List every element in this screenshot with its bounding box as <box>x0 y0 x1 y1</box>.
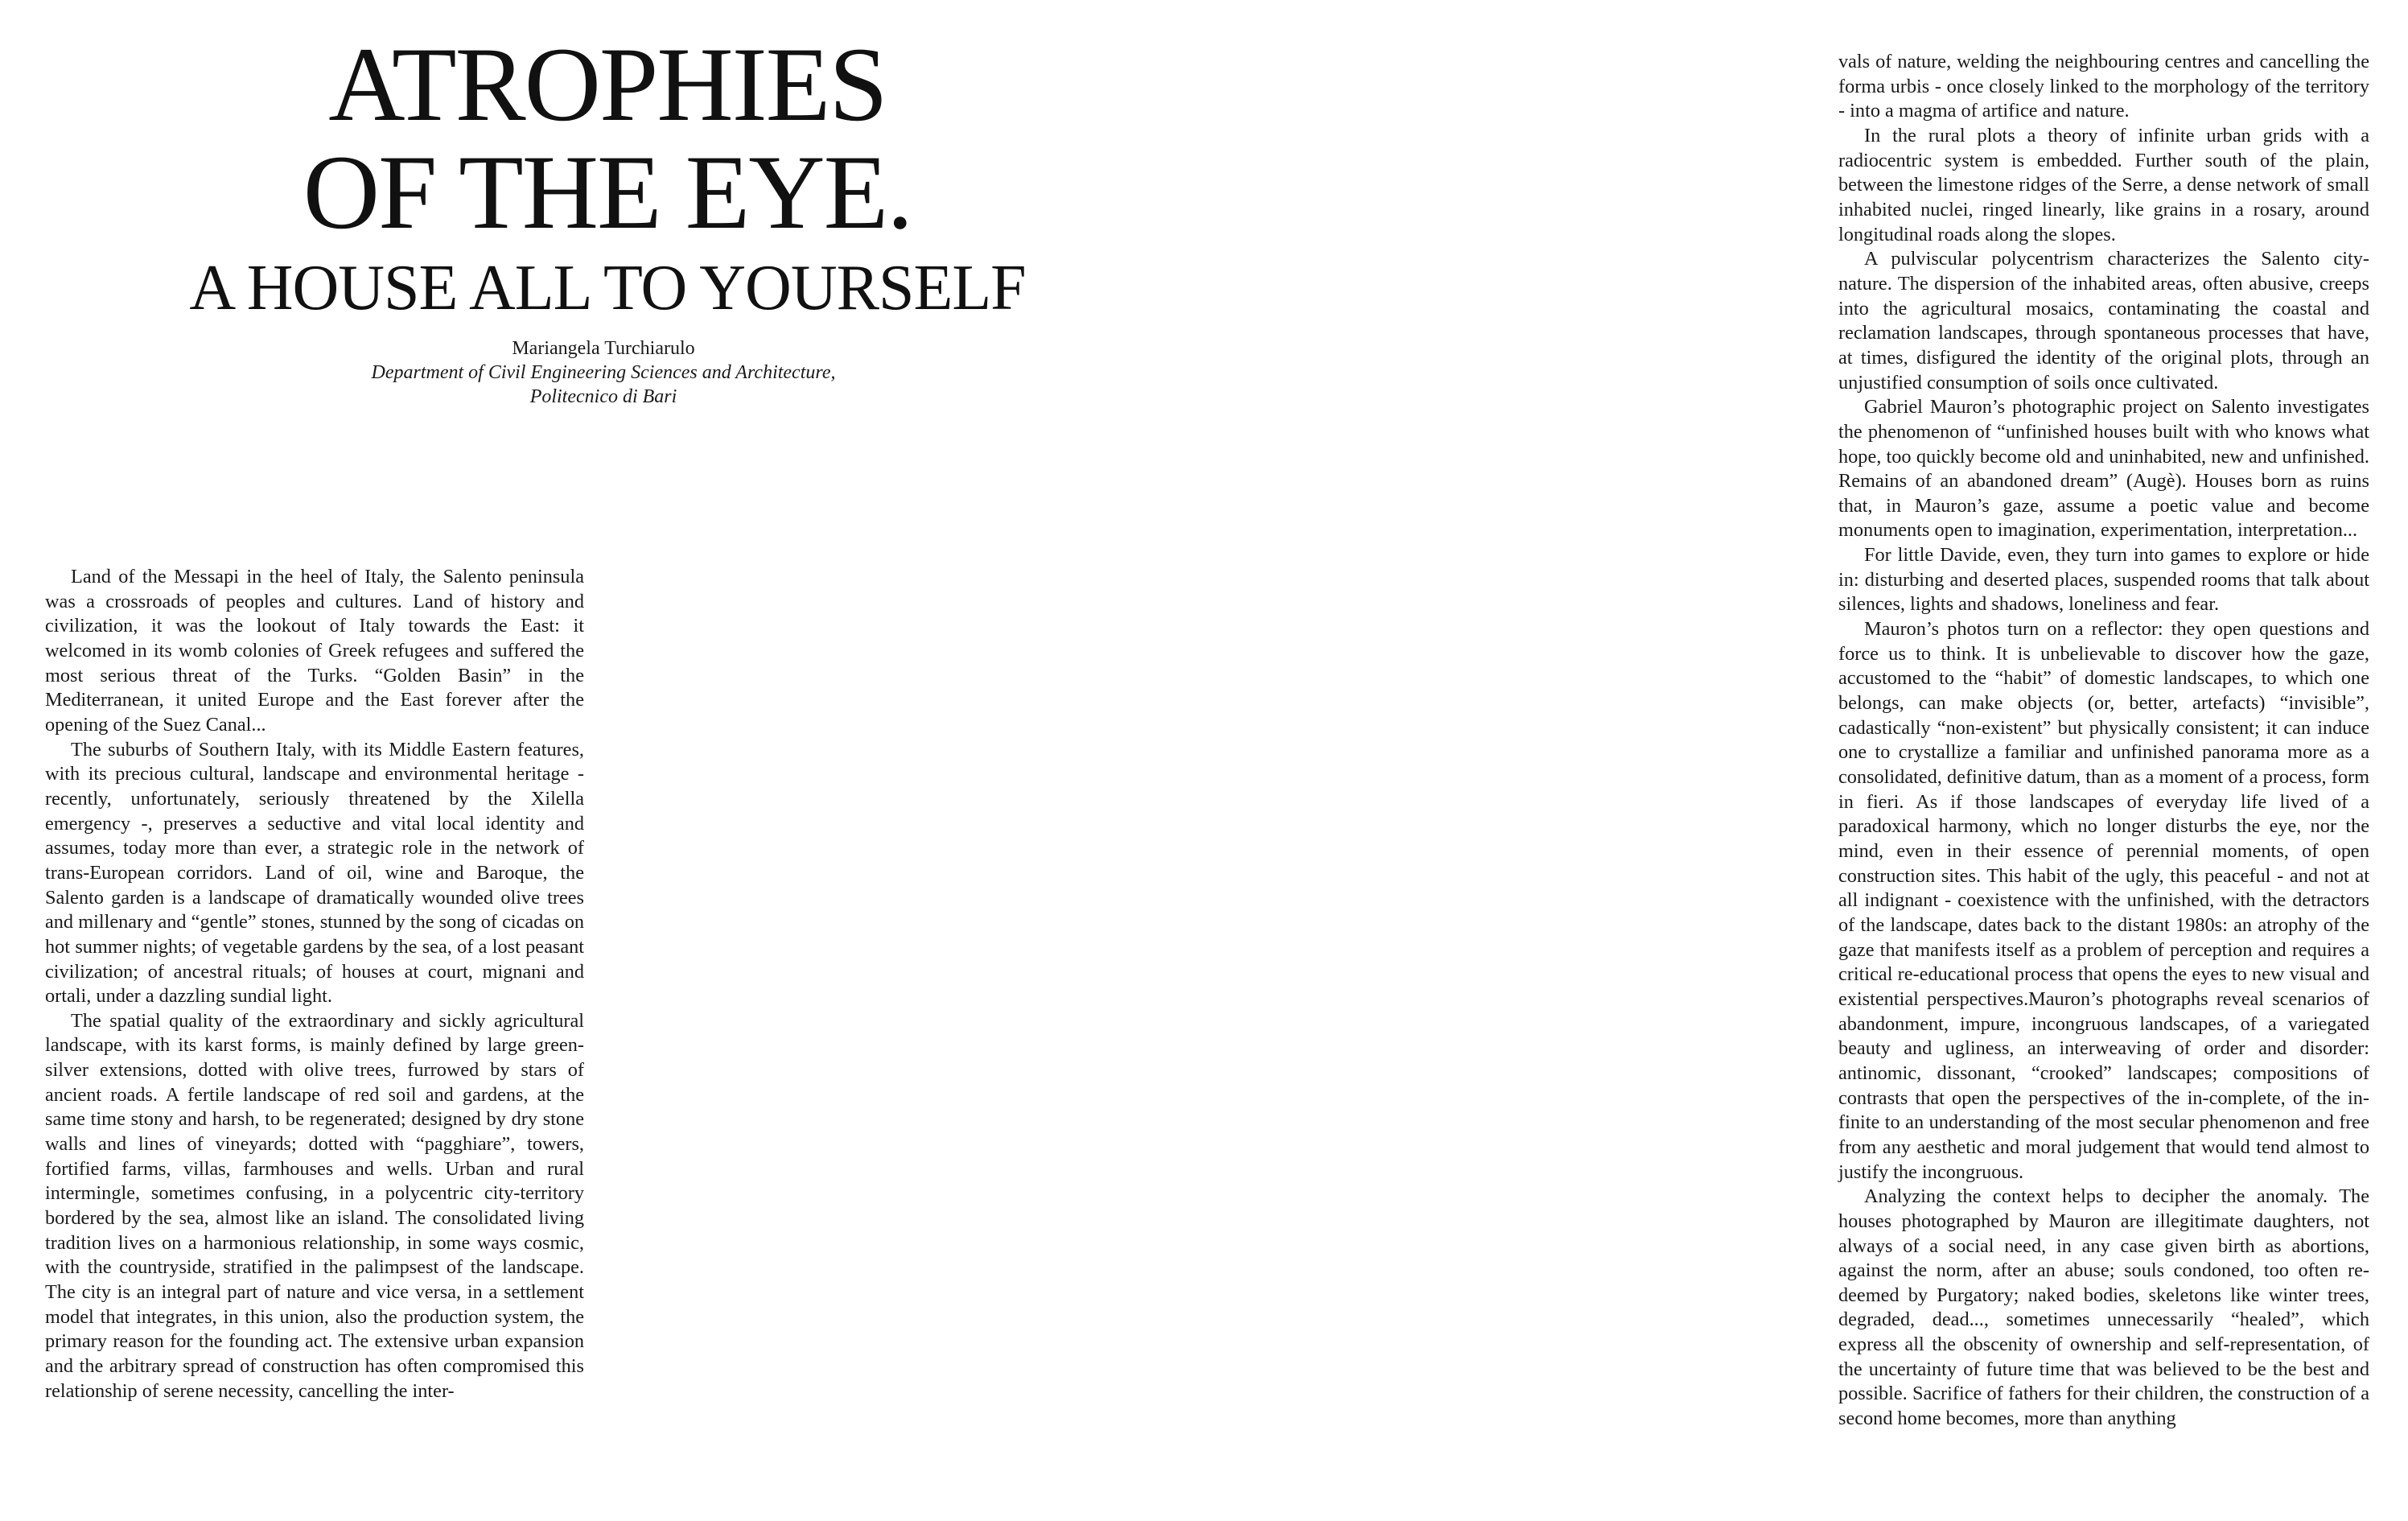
paragraph-continuation: vals of nature, welding the neighbouring centres and cancelling the forma urbis - once closely linked to the morphology of the territory - into a magma of artifice and nature. <box>1838 51 2369 122</box>
paragraph: Gabriel Mauron’s photographic project on Salento investigates the phenomenon of “unfinished houses built with who knows what hope, too quickly become old and uninhabited, new and unfinished. Remains of an abandoned dream” (Augè). Houses born as ruins that, in Mauron’s gaze, assume a poetic value and become monuments open to imagination, experimentation, interpretation... <box>1838 396 2369 542</box>
author-block <box>306 336 901 409</box>
article-title <box>97 25 1118 325</box>
paragraph: Analyzing the context helps to decipher the anomaly. The houses photographed by Mauron are illegitimate daughters, not always of a social need, in any case given birth as abortions, against the norm, after an abuse; souls condoned, too often redeemed by Purgatory; naked bodies, skeletons like winter trees, degraded, dead..., sometimes unnecessarily “healed”, which express all the obscenity of ownership and self-representation, of the uncertainty of future time that was believed to be the best and possible. Sacrifice of fathers for their children, the construction of a second home becomes, more than anything <box>1838 1185 2369 1430</box>
author-affiliation-line-2: Politecnico di Bari <box>529 386 677 407</box>
paragraph: A pulviscular polycentrism characterizes the Salento city-nature. The dispersion of the inhabited areas, often abusive, creeps into the agricultural mosaics, contaminating the coastal and reclamation landscapes, through spontaneous processes that have, at times, disfigured the identity of the original plots, through an unjustified consumption of soils once cultivated. <box>1838 248 2369 394</box>
paragraph: The suburbs of Southern Italy, with its Middle Eastern features, with its precious cultural, landscape and environmental heritage - recently, unfortunately, seriously threatened by the Xilella emergency -, preserves a seductive and vital local identity and assumes, today more than ever, a strategic role in the network of trans-European corridors. Land of oil, wine and Baroque, the Salento garden is a landscape of dramatically wounded olive trees and millenary and “gentle” stones, stunned by the song of cicadas on hot summer nights; of vegetable gardens by the sea, of a lost peasant civilization; of ancestral rituals; of houses at court, mignani and ortali, under a dazzling sundial light. <box>45 738 584 1008</box>
author-name: Mariangela Turchiarulo <box>512 338 695 359</box>
article-subtitle: A HOUSE ALL TO YOURSELF <box>189 253 1026 324</box>
title-line-1: ATROPHIES <box>328 25 887 143</box>
right-text-column <box>1838 50 2369 1432</box>
left-text-column <box>45 565 584 1404</box>
author-affiliation-line-1: Department of Civil Engineering Sciences and Architecture, <box>371 362 836 383</box>
paragraph: The spatial quality of the extraordinary and sickly agricultural landscape, with its karst forms, is mainly defined by large green-silver extensions, dotted with olive trees, furrowed by stars of ancient roads. A fertile landscape of red soil and gardens, at the same time stony and harsh, to be regenerated; designed by dry stone walls and lines of vineyards; dotted with “pagghiare”, towers, fortified farms, villas, farmhouses and wells. Urban and rural intermingle, sometimes confusing, in a polycentric city-territory bordered by the sea, almost like an island. The consolidated living tradition lives on a harmonious relationship, in some ways cosmic, with the countryside, stratified in the palimpsest of the landscape. The city is an integral part of nature and vice versa, in a settlement model that integrates, in this union, also the production system, the primary reason for the founding act. The extensive urban expansion and the arbitrary spread of construction has often compromised this relationship of serene necessity, cancelling the inter- <box>45 1009 584 1402</box>
right-page <box>1204 0 2408 1521</box>
title-line-2: OF THE EYE. <box>303 133 912 251</box>
paragraph: For little Davide, even, they turn into games to explore or hide in: disturbing and deserted places, suspended rooms that talk about silences, lights and shadows, loneliness and fear. <box>1838 544 2369 616</box>
paragraph: Mauron’s photos turn on a reflector: they open questions and force us to think. It is unbelievable to discover how the gaze, accustomed to the “habit” of domestic landscapes, to which one belongs, can make objects (or, better, artefacts) “invisible”, cadastically “non-existent” but physically consistent; it can induce one to crystallize a familiar and unfinished panorama more as a consolidated, definitive datum, than as a moment of a process, form in fieri. As if those landscapes of everyday life lived of a paradoxical harmony, which no longer disturbs the eye, nor the mind, even in their essence of perennial moments, of open construction sites. This habit of the ugly, this peaceful - and not at all indignant - coexistence with the unfinished, with the detractors of the landscape, dates back to the distant 1980s: an atrophy of the gaze that manifests itself as a problem of perception and requires a critical re-educational process that opens the eyes to new visual and existential perspectives.Mauron’s photographs reveal scenarios of abandonment, impure, incongruous landscapes, of a variegated beauty and ugliness, an interweaving of order and disorder: antinomic, dissonant, “crooked” landscapes; compositions of contrasts that open the perspectives of the in-complete, of the in-finite to an understanding of the most secular phenomenon and free from any aesthetic and moral judgement that would tend almost to justify the incongruous. <box>1838 618 2369 1183</box>
paragraph: In the rural plots a theory of infinite urban grids with a radiocentric system is embedded. Further south of the plain, between the limestone ridges of the Serre, a dense network of small inhabited nuclei, ringed linearly, like grains in a rosary, around longitudinal roads along the slopes. <box>1838 124 2369 245</box>
paragraph: Land of the Messapi in the heel of Italy, the Salento peninsula was a crossroads of peoples and cultures. Land of history and civilization, it was the lookout of Italy towards the East: it welcomed in its womb colonies of Greek refugees and suffered the most serious threat of the Turks. “Golden Basin” in the Mediterranean, it united Europe and the East forever after the opening of the Suez Canal... <box>45 566 584 736</box>
